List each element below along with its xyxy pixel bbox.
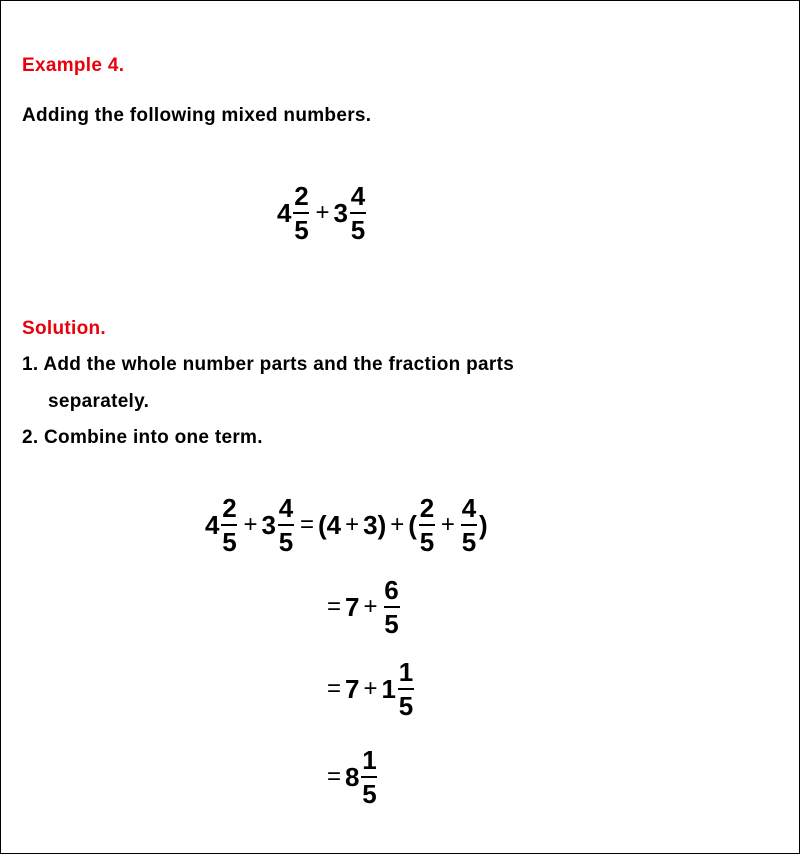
step-1: 1. Add the whole number parts and the fraction parts <box>22 354 515 375</box>
problem-expression <box>277 181 368 245</box>
example-title: Example 4. <box>22 55 125 76</box>
numerator: 4 <box>461 493 477 523</box>
plus-sign: + <box>345 511 360 538</box>
denominator: 5 <box>350 215 366 245</box>
numerator: 1 <box>398 657 414 687</box>
whole-number: 3 <box>333 197 348 228</box>
denominator: 5 <box>398 691 414 721</box>
plus-sign: + <box>390 511 405 538</box>
equals-sign: = <box>327 593 342 620</box>
denominator: 5 <box>419 527 435 557</box>
step-1-continued: separately. <box>48 391 150 412</box>
step-2: 2. Combine into one term. <box>22 427 263 448</box>
fraction <box>361 745 377 809</box>
group-open: (4 <box>317 509 342 540</box>
solution-title: Solution. <box>22 318 106 339</box>
numerator: 2 <box>294 181 309 211</box>
fraction-bar <box>419 524 435 526</box>
equals-sign: = <box>299 511 314 538</box>
denominator: 5 <box>461 527 477 557</box>
whole-number: 7 <box>345 673 360 704</box>
work-line-4 <box>323 745 379 809</box>
fraction <box>293 181 309 245</box>
whole-number: 4 <box>277 197 292 228</box>
fraction <box>461 493 477 557</box>
paren-close: ) <box>478 509 488 540</box>
plus-sign: + <box>363 675 378 702</box>
work-line-1 <box>205 493 488 557</box>
fraction-bar <box>461 524 477 526</box>
group-close: 3) <box>363 509 387 540</box>
plus-sign: + <box>243 511 258 538</box>
whole-number: 7 <box>345 591 360 622</box>
equals-sign: = <box>327 675 342 702</box>
problem-text: Adding the following mixed numbers. <box>22 105 372 126</box>
denominator: 5 <box>278 527 294 557</box>
fraction <box>350 181 366 245</box>
fraction-bar <box>361 776 377 778</box>
denominator: 5 <box>384 609 399 639</box>
fraction-bar <box>221 524 237 526</box>
work-line-2 <box>323 575 402 639</box>
numerator: 2 <box>222 493 237 523</box>
paren-open: ( <box>408 509 417 540</box>
fraction-bar <box>398 688 414 690</box>
denominator: 5 <box>294 215 309 245</box>
fraction-bar <box>293 212 309 214</box>
whole-number: 3 <box>261 509 276 540</box>
fraction-bar <box>278 524 294 526</box>
numerator: 4 <box>278 493 294 523</box>
whole-number: 4 <box>205 509 220 540</box>
plus-sign: + <box>440 511 455 538</box>
whole-number: 1 <box>381 673 396 704</box>
denominator: 5 <box>222 527 237 557</box>
denominator: 5 <box>362 779 377 809</box>
numerator: 1 <box>362 745 377 775</box>
fraction <box>398 657 414 721</box>
numerator: 4 <box>350 181 366 211</box>
fraction <box>278 493 294 557</box>
fraction <box>384 575 400 639</box>
fraction-bar <box>350 212 366 214</box>
numerator: 2 <box>419 493 435 523</box>
plus-sign: + <box>315 199 330 226</box>
numerator: 6 <box>384 575 399 605</box>
equals-sign: = <box>327 763 342 790</box>
fraction <box>221 493 237 557</box>
fraction-bar <box>384 606 400 608</box>
plus-sign: + <box>363 593 378 620</box>
fraction <box>419 493 435 557</box>
whole-number: 8 <box>345 761 360 792</box>
work-line-3 <box>323 657 416 721</box>
